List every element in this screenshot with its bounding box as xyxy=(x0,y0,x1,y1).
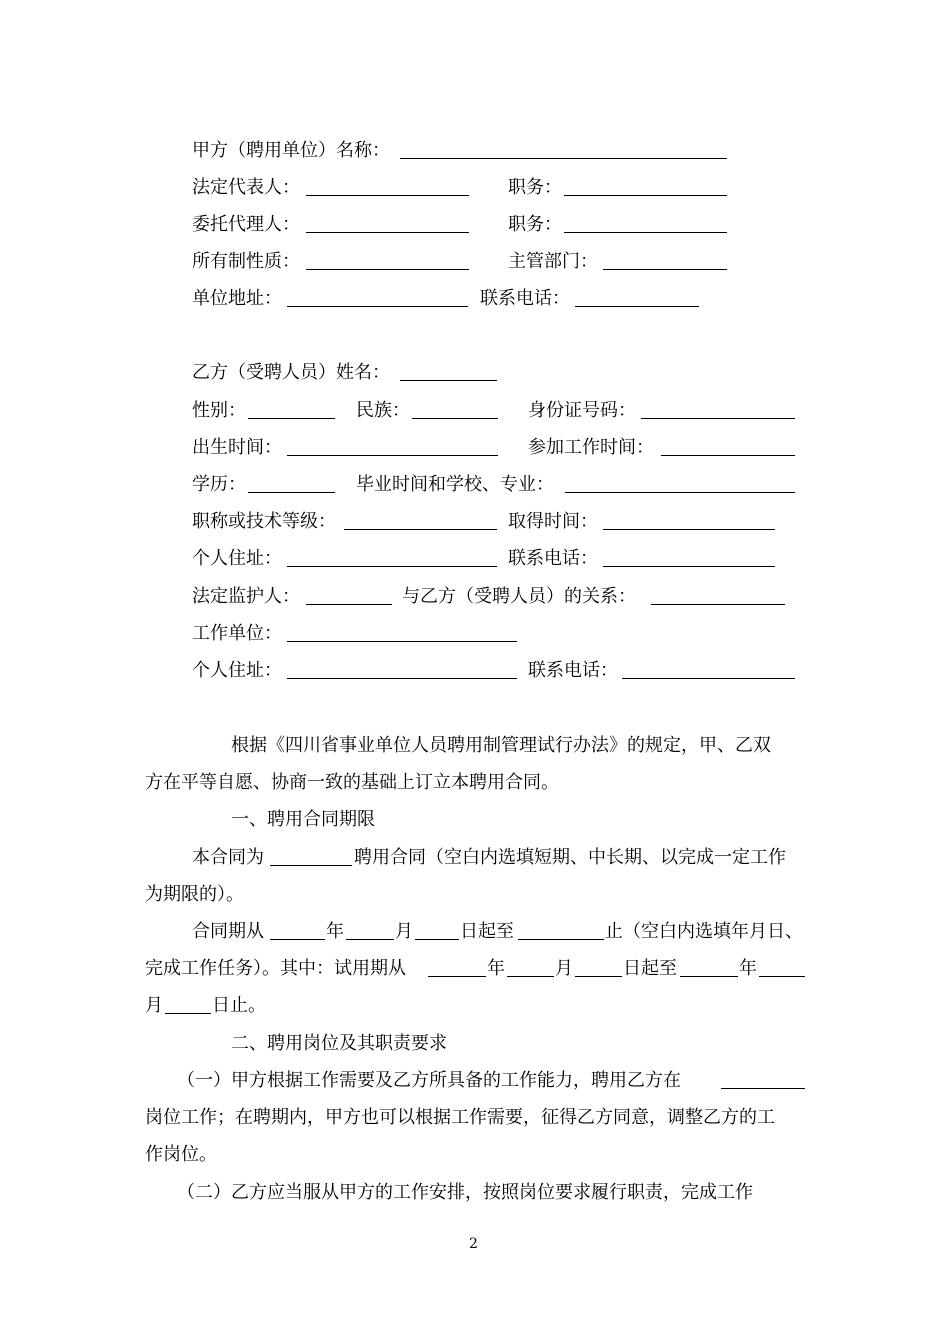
supervisor-blank xyxy=(603,251,727,270)
probation-end-year-blank xyxy=(680,958,738,977)
agent-position-blank xyxy=(564,214,727,233)
birth-label: 出生时间： xyxy=(192,437,282,458)
party-a-name-blank xyxy=(400,140,727,159)
obtained-label: 取得时间： xyxy=(508,511,598,532)
unit-address-blank xyxy=(287,288,468,307)
home-address-label: 个人住址： xyxy=(192,548,282,569)
s1-p2-a: 合同期从 xyxy=(192,921,264,942)
intro-line-1: 根据《四川省事业单位人员聘用制管理试行办法》的规定，甲、乙双 xyxy=(231,735,771,756)
contract-type-blank xyxy=(270,847,352,866)
probation-end-month-blank xyxy=(759,958,805,977)
education-blank xyxy=(248,474,335,493)
education-label: 学历： xyxy=(192,474,246,495)
relation-label: 与乙方（受聘人员）的关系： xyxy=(402,586,636,607)
intro-line-2: 方在平等自愿、协商一致的基础上订立本聘用合同。 xyxy=(145,772,559,793)
gender-label: 性别： xyxy=(192,400,246,421)
party-b-name-label: 乙方（受聘人员）姓名： xyxy=(192,362,390,383)
s1-p1-a: 本合同为 xyxy=(192,847,264,868)
guardian-label: 法定监护人： xyxy=(192,586,300,607)
s1-p2-line3-end: 日止。 xyxy=(212,995,266,1016)
probation-end-day-blank xyxy=(165,995,211,1014)
agent-label: 委托代理人： xyxy=(192,214,300,235)
s1-p2-line3-month: 月 xyxy=(145,995,163,1016)
section-2-title: 二、聘用岗位及其职责要求 xyxy=(231,1033,447,1054)
home-address-blank xyxy=(287,548,497,567)
work-unit-label: 工作单位： xyxy=(192,623,282,644)
unit-phone-label: 联系电话： xyxy=(480,288,570,309)
term-month-blank xyxy=(346,921,394,940)
s2-p1-b: 岗位工作；在聘期内，甲方也可以根据工作需要，征得乙方同意，调整乙方的工 xyxy=(145,1107,775,1128)
probation-month-blank xyxy=(507,958,554,977)
s1-p2-line2-year: 年 xyxy=(487,958,505,979)
s1-p2-year: 年 xyxy=(326,921,344,942)
agent-blank xyxy=(306,214,469,233)
guardian-address-blank xyxy=(287,660,517,679)
guardian-blank xyxy=(306,586,392,605)
obtained-blank xyxy=(603,511,775,530)
ethnicity-blank xyxy=(412,400,498,419)
birth-blank xyxy=(287,437,498,456)
title-label: 职称或技术等级： xyxy=(192,511,336,532)
s1-p2-line2-month: 月 xyxy=(555,958,573,979)
s2-p2-a: （二）乙方应当服从甲方的工作安排，按照岗位要求履行职责，完成工作 xyxy=(177,1182,753,1203)
agent-position-label: 职务： xyxy=(508,214,562,235)
graduation-blank xyxy=(565,474,795,493)
legal-rep-label: 法定代表人： xyxy=(192,177,300,198)
term-year-blank xyxy=(270,921,325,940)
work-start-blank xyxy=(661,437,795,456)
guardian-address-label: 个人住址： xyxy=(192,660,282,681)
ownership-label: 所有制性质： xyxy=(192,251,300,272)
gender-blank xyxy=(248,400,335,419)
probation-year-blank xyxy=(428,958,486,977)
home-phone-blank xyxy=(603,548,775,567)
legal-rep-position-blank xyxy=(564,177,727,196)
unit-phone-blank xyxy=(575,288,699,307)
home-phone-label: 联系电话： xyxy=(508,548,598,569)
term-day-blank xyxy=(415,921,459,940)
ethnicity-label: 民族： xyxy=(356,400,410,421)
s1-p1-b: 聘用合同（空白内选填短期、中长期、以完成一定工作 xyxy=(354,847,786,868)
post-blank xyxy=(721,1070,805,1089)
legal-rep-position-label: 职务： xyxy=(508,177,562,198)
id-number-blank xyxy=(641,400,795,419)
probation-day-blank xyxy=(575,958,622,977)
s2-p1-c: 作岗位。 xyxy=(145,1144,217,1165)
party-b-name-blank xyxy=(400,362,497,381)
ownership-blank xyxy=(306,251,469,270)
s1-p2-month: 月 xyxy=(395,921,413,942)
graduation-label: 毕业时间和学校、专业： xyxy=(356,474,554,495)
s1-p2-line2-a: 完成工作任务）。其中：试用期从 xyxy=(145,958,406,979)
title-blank xyxy=(344,511,497,530)
work-unit-blank xyxy=(287,623,517,642)
id-number-label: 身份证号码： xyxy=(528,400,636,421)
page-number: 2 xyxy=(469,1236,478,1252)
work-start-label: 参加工作时间： xyxy=(528,437,654,458)
s1-p2-stop: 止（空白内选填年月日、 xyxy=(605,921,803,942)
supervisor-label: 主管部门： xyxy=(508,251,598,272)
party-a-name-label: 甲方（聘用单位）名称： xyxy=(192,140,390,161)
guardian-phone-blank xyxy=(622,660,795,679)
section-1-title: 一、聘用合同期限 xyxy=(231,809,375,830)
s1-p2-line2-year2: 年 xyxy=(739,958,757,979)
unit-address-label: 单位地址： xyxy=(192,288,282,309)
s1-p1-c: 为期限的）。 xyxy=(145,884,244,905)
s1-p2-from: 日起至 xyxy=(460,921,514,942)
s1-p2-line2-to: 日起至 xyxy=(623,958,677,979)
term-end-blank xyxy=(518,921,604,940)
guardian-phone-label: 联系电话： xyxy=(528,660,618,681)
relation-blank xyxy=(651,586,785,605)
legal-rep-blank xyxy=(306,177,469,196)
s2-p1-a: （一）甲方根据工作需要及乙方所具备的工作能力，聘用乙方在 xyxy=(177,1070,681,1091)
